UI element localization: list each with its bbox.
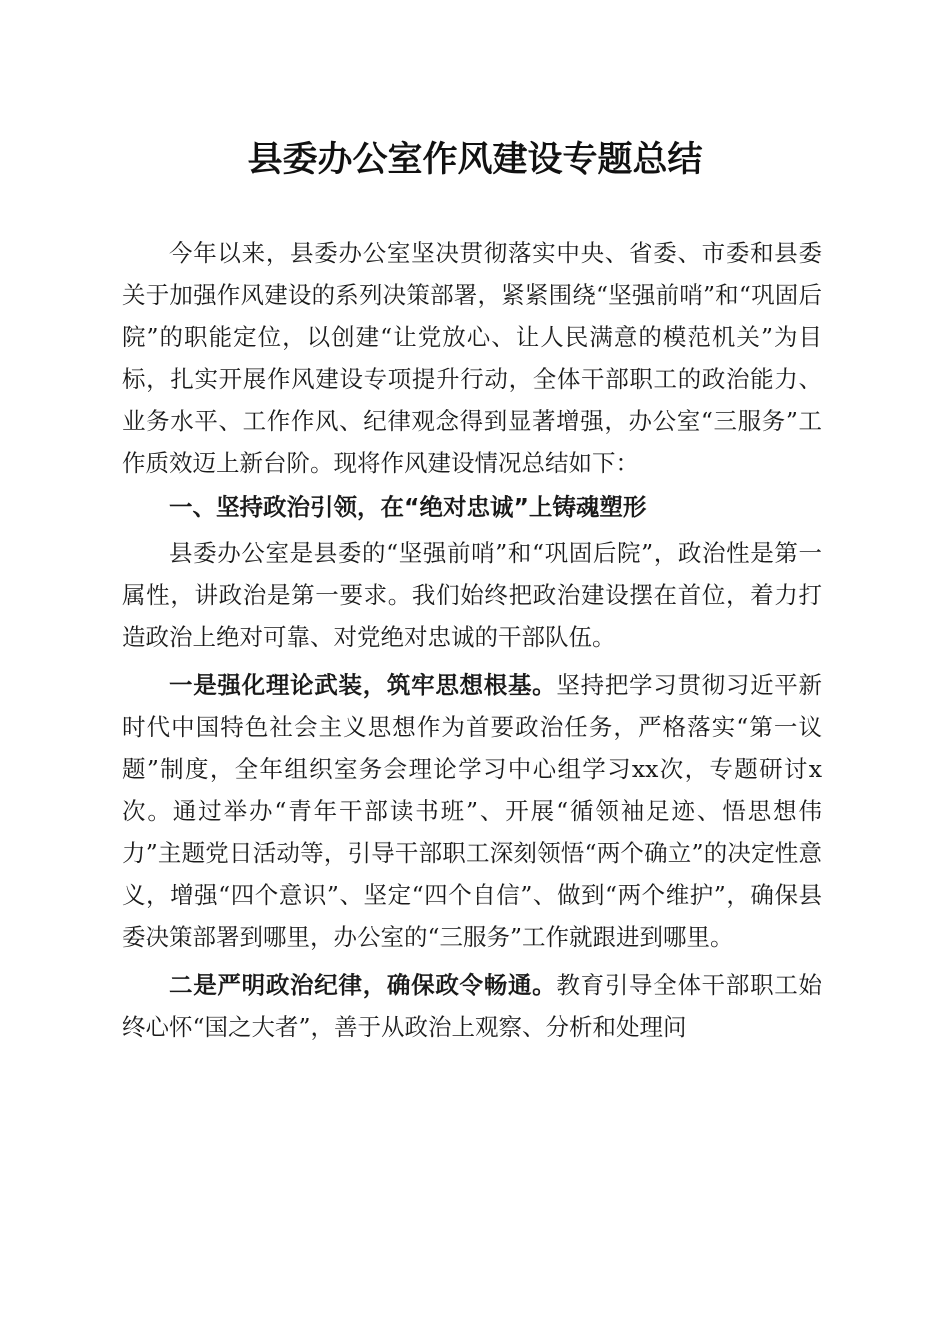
document-body <box>122 232 822 1048</box>
point-2-text: 教育引导全体干部职工始终心怀“国之大者”，善于从政治上观察、分析和处理问 <box>122 971 823 1041</box>
point-1-lead: 一是强化理论武装，筑牢思想根基。 <box>169 671 557 699</box>
point-1-text: 坚持把学习贯彻习近平新时代中国特色社会主义思想作为首要政治任务，严格落实“第一议题”制度，全年组织室务会理论学习中心组学习xx次，专题研讨x次。通过举办“青年干部读书班”、开展“循领袖足迹、悟思想伟力”主题党日活动等，引导干部职工深刻领悟“两个确立”的决定性意义，增强“四个意识”、坚定“四个自信”、做到“两个维护”，确保县委决策部署到哪里，办公室的“三服务”工作就跟进到哪里。 <box>122 671 823 951</box>
point-2-lead: 二是严明政治纪律，确保政令畅通。 <box>169 971 557 999</box>
intro-paragraph: 今年以来，县委办公室坚决贯彻落实中央、省委、市委和县委关于加强作风建设的系列决策部署，紧紧围绕“坚强前哨”和“巩固后院”的职能定位，以创建“让党放心、让人民满意的模范机关”为目标，扎实开展作风建设专项提升行动，全体干部职工的政治能力、业务水平、工作作风、纪律观念得到显著增强，办公室“三服务”工作质效迈上新台阶。现将作风建设情况总结如下： <box>122 239 822 477</box>
section-1-summary: 县委办公室是县委的“坚强前哨”和“巩固后院”，政治性是第一属性，讲政治是第一要求。我们始终把政治建设摆在首位，着力打造政治上绝对可靠、对党绝对忠诚的干部队伍。 <box>122 539 822 651</box>
section-1-heading: 一、坚持政治引领，在“绝对忠诚”上铸魂塑形 <box>169 493 647 521</box>
document-title: 县委办公室作风建设专题总结 <box>247 139 703 180</box>
section-1-point-1 <box>122 664 822 958</box>
section-1-point-2 <box>122 964 822 1048</box>
